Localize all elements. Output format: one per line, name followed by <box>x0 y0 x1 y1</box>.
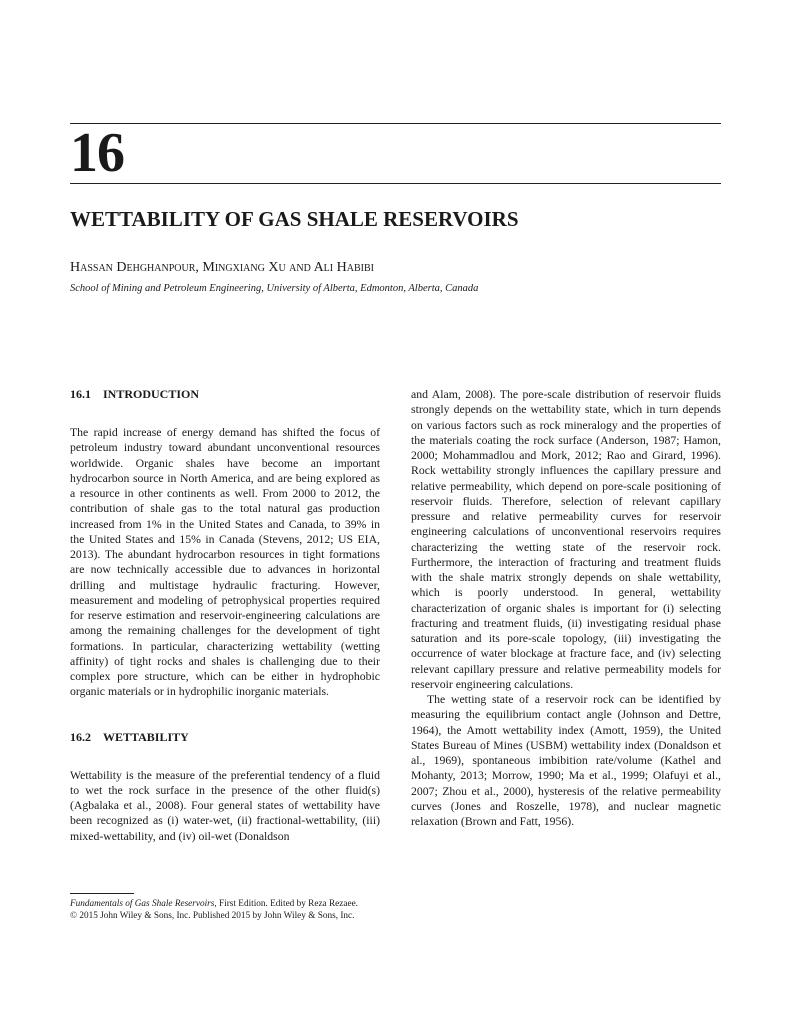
introduction-paragraph: The rapid increase of energy demand has shifted the focus of petroleum industry toward abundant unconventional resources worldwide. Organic shales have become an important hydrocarbon source in North America, and are being explored as a resource in other continents as well. From 2000 to 2012, the contribution of shale gas to the total natural gas production increased from 1% in the United States and Canada, to 39% in the United States and 15% in Canada (Stevens, 2012; US EIA, 2013). The abundant hydrocarbon resources in tight formations are now technically accessible due to advances in horizontal drilling and multistage hydraulic fracturing. However, measurement and modeling of petrophysical properties required for reserve estimation and reservoir-engineering calculations are among the remaining challenges for the development of tight formations. In particular, characterizing wettability (wetting affinity) of tight rocks and shales is challenging due to their complex pore structure, which can be either in hydrophobic organic materials or in hydrophilic inorganic materials. <box>70 426 380 699</box>
author-affiliation: School of Mining and Petroleum Engineering, University of Alberta, Edmonton, Alberta, Canada <box>70 283 479 294</box>
chapter-title: WETTABILITY OF GAS SHALE RESERVOIRS <box>70 207 519 231</box>
footnote <box>70 898 400 922</box>
chapter-top-rule <box>70 123 721 124</box>
section-title: INTRODUCTION <box>103 387 200 401</box>
right-column <box>411 387 721 829</box>
left-column <box>70 387 380 844</box>
section-heading-introduction <box>70 387 380 402</box>
wettability-paragraph-start: Wettability is the measure of the preferential tendency of a fluid to wet the rock surface in the presence of the other fluid(s) (Agbalaka et al., 2008). Four general states of wettability have been recognized as (i) water-wet, (ii) fractional-wettability, (iii) mixed-wettability, and (iv) oil-wet (Donaldson <box>70 768 380 843</box>
section-number: 16.2 <box>70 729 91 744</box>
book-edition: , First Edition. Edited by Reza Rezaee. <box>214 899 358 909</box>
section-title: WETTABILITY <box>103 729 189 744</box>
chapter-authors: Hassan Dehghanpour, Mingxiang Xu and Ali Habibi <box>70 260 374 275</box>
section-number: 16.1 <box>70 387 91 401</box>
copyright-line: © 2015 John Wiley & Sons, Inc. Published 2015 by John Wiley & Sons, Inc. <box>70 911 355 921</box>
footnote-edition-line <box>70 898 400 910</box>
book-title: Fundamentals of Gas Shale Reservoirs <box>70 899 215 909</box>
footnote-rule <box>70 893 134 894</box>
chapter-number: 16 <box>70 122 124 184</box>
wettability-paragraph: The wetting state of a reservoir rock can be identified by measuring the equilibrium contact angle (Johnson and Dettre, 1964), the Amott wettability index (Amott, 1959), the United States Bureau of Mines (USBM) wettability index (Donaldson et al., 1969), spontaneous imbibition rate/volume (Kathel and Mohanty, 2013; Morrow, 1990; Ma et al., 1999; Olafuyi et al., 2007; Zhou et al., 2000), hysteresis of the relative permeability curves (Jones and Roszelle, 1978), and nuclear magnetic relaxation (Brown and Fatt, 1956). <box>411 693 721 828</box>
section-heading-wettability <box>70 730 380 745</box>
wettability-paragraph-continued: and Alam, 2008). The pore-scale distribution of reservoir fluids strongly depends on the wettability state, which in turn depends on various factors such as rock mineralogy and the properties of the materials coating the rock surface (Anderson, 1987; Hamon, 2000; Mohammadlou and Mork, 2012; Rao and Girard, 1996). Rock wettability strongly influences the capillary pressure and relative permeability, which depend on pore-scale positioning of reservoir fluids. Therefore, selection of relevant capillary pressure and relative permeability curves for reservoir engineering calculations of unconventional reservoirs requires characterizing the wetting state of the reservoir rock. Furthermore, the interaction of fracturing and treatment fluids with the shale matrix strongly depends on shale wettability, which is poorly understood. In general, wettability characterization of organic shales is important for (i) selecting fracturing and treatment fluids, (ii) investigating residual phase saturation and its pore-scale topology, (iii) investigating the occurrence of water blockage at fracture face, and (iv) selecting relevant capillary pressure and relative permeability models for reservoir engineering calculations. <box>411 388 721 691</box>
chapter-bottom-rule <box>70 183 721 184</box>
